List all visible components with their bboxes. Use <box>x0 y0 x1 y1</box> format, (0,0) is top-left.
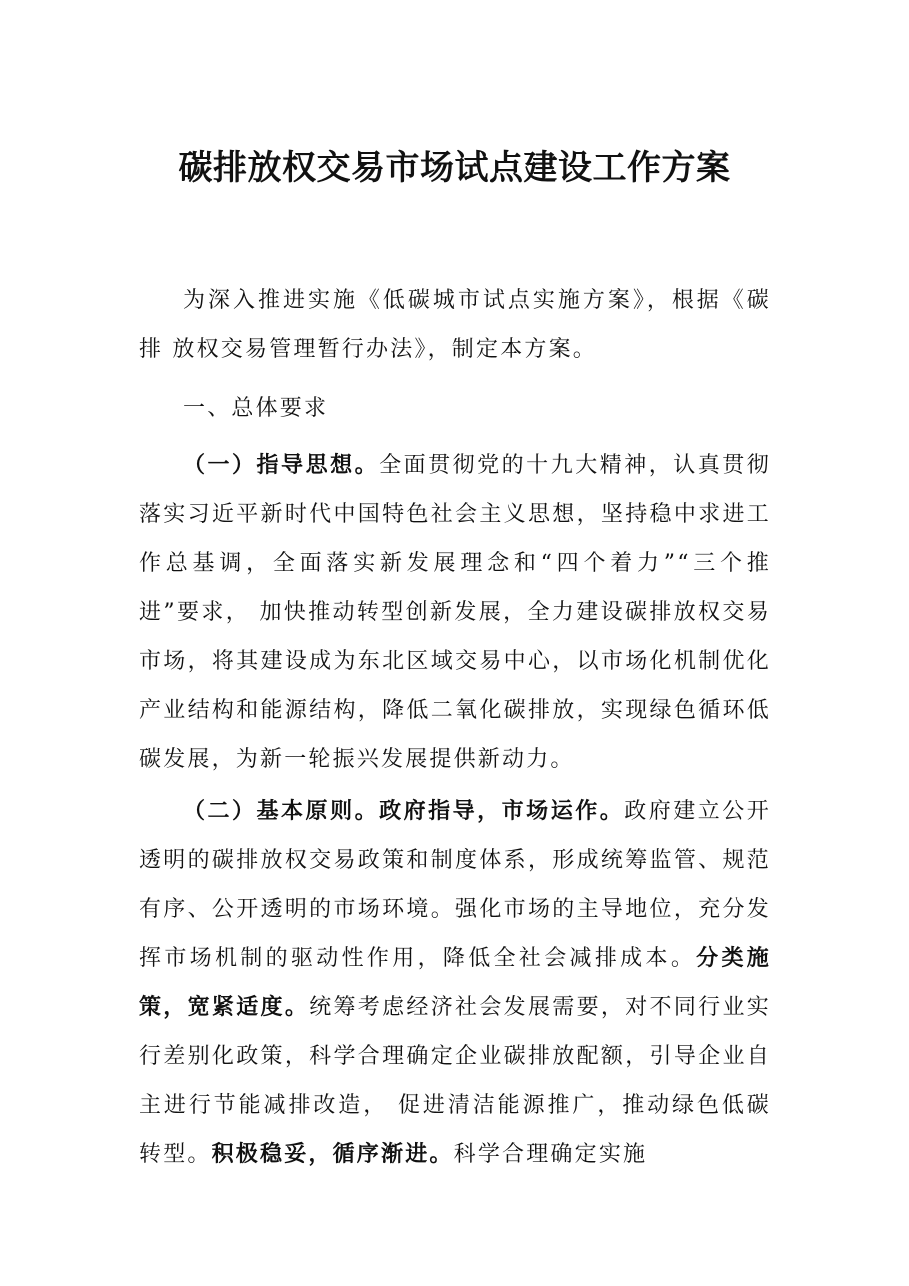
principle-3-title: 积极稳妥，循序渐进。 <box>211 1141 454 1167</box>
guiding-ideology-paragraph <box>139 441 771 784</box>
principle-1-text: 政府建立公开透明的碳排放权交易政策和制度体系，形成统筹监管、规范有序、公开透明的市场环境。强化市场的主导地位，充分发挥市场机制的驱动性作用，降低全社会减排成本。 <box>139 799 771 971</box>
intro-paragraph: 为深入推进实施《低碳城市试点实施方案》，根据《碳排 放权交易管理暂行办法》，制定本方案。 <box>139 288 771 362</box>
principle-1-title: 政府指导，市场运作。 <box>379 798 625 824</box>
guiding-ideology-text: 全面贯彻党的十九大精神，认真贯彻落实习近平新时代中国特色社会主义思想，坚持稳中求进工作总基调，全面落实新发展理念和“四个着力”“三个推进”要求， 加快推动转型创新发展，全力建设碳排放权交易市场，将其建设成为东北区域交易中心，以市场化机制优化产业结构和能源结构，降低二氧化碳排放，实现绿色循环低碳发展，为新一轮振兴发展提供新动力。 <box>139 453 771 772</box>
basic-principles-paragraph <box>139 787 771 1179</box>
document-title: 碳排放权交易市场试点建设工作方案 <box>178 148 731 188</box>
principle-2-text: 统筹考虑经济社会发展需要，对不同行业实行差别化政策，科学合理确定企业碳排放配额，引导企业自主进行节能减排改造， 促进清洁能源推广，推动绿色低碳转型。 <box>139 995 771 1167</box>
guiding-ideology-label: （一）指导思想。 <box>183 452 380 478</box>
section-heading-overall-requirements: 一、总体要求 <box>183 396 329 421</box>
basic-principles-label: （二）基本原则。 <box>183 798 380 824</box>
principle-3-text: 科学合理确定实施 <box>453 1142 648 1167</box>
principle-2-title: 分类施策，宽紧适度。 <box>139 945 771 1020</box>
